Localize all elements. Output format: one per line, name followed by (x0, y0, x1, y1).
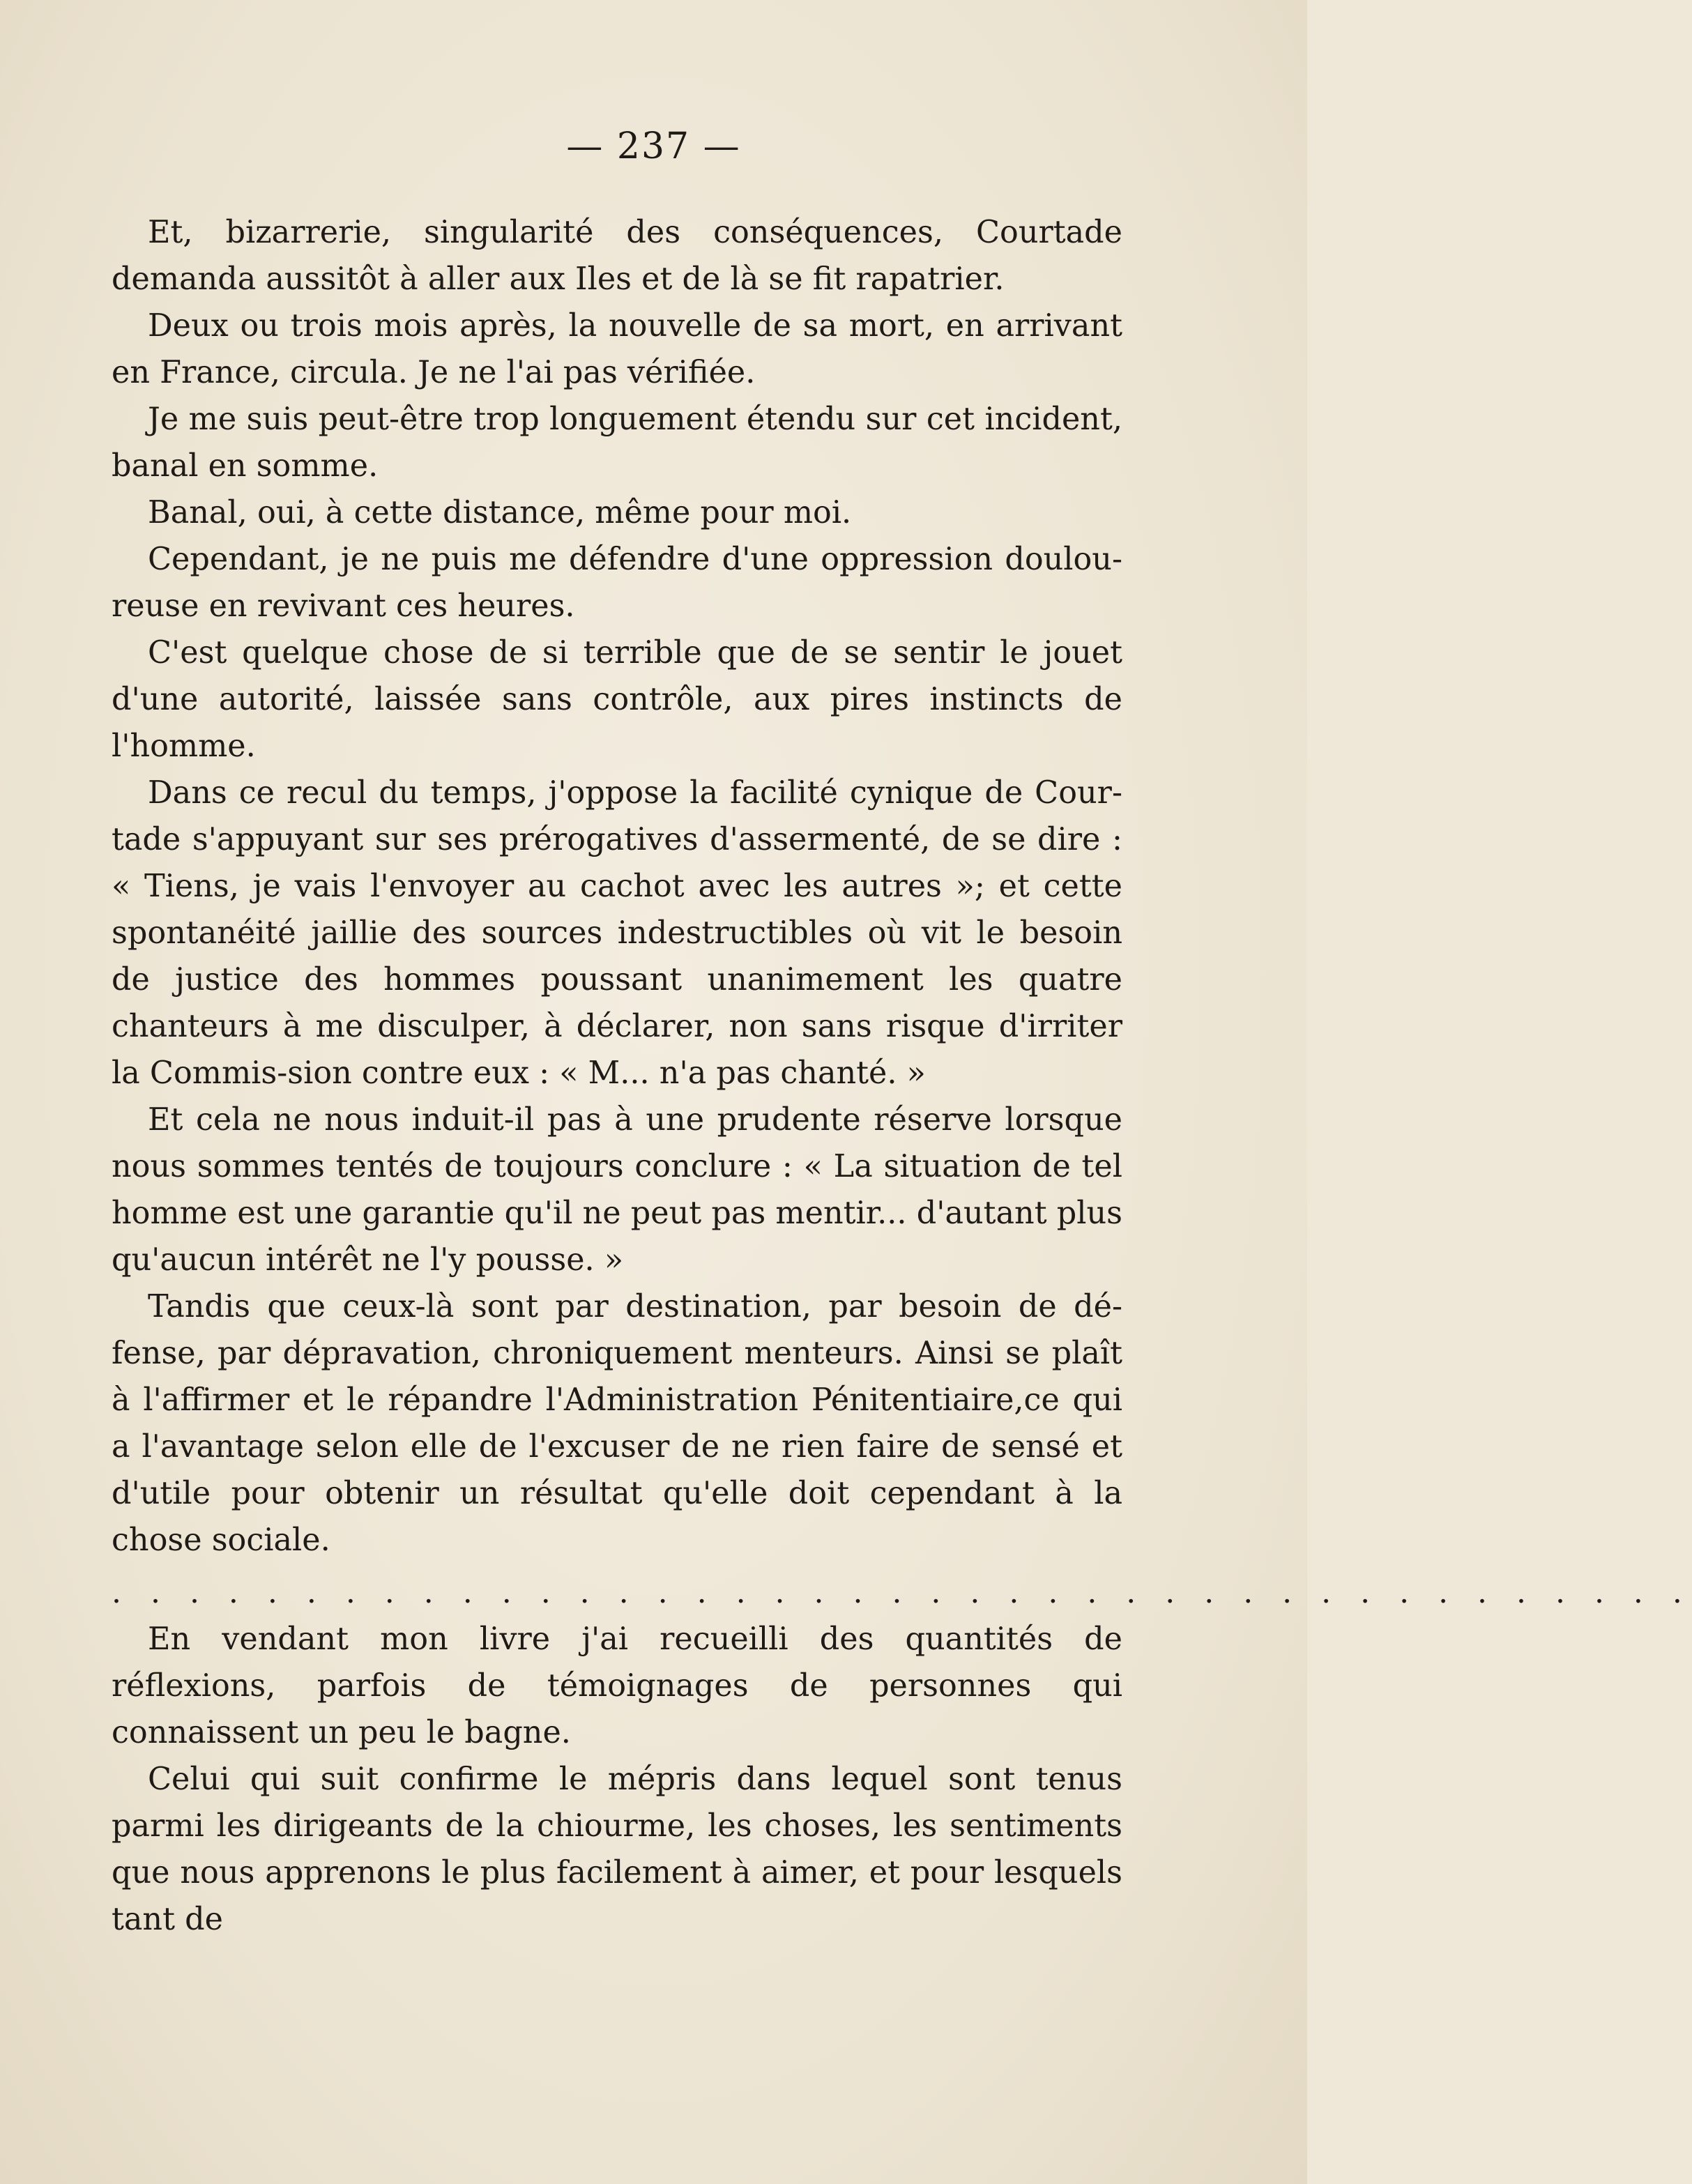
page-body (112, 209, 1692, 1943)
paragraph: Cependant, je ne puis me défendre d'une oppression doulou-reuse en revivant ces heures. (112, 542, 1122, 624)
paragraph: Deux ou trois mois après, la nouvelle de sa mort, en arrivant en France, circula. Je ne l'ai pas vérifiée. (112, 308, 1122, 390)
paragraph: Celui qui suit confirme le mépris dans lequel sont tenus parmi les dirigeants de la chiourme, les choses, les sentiments que nous apprenons le plus facilement à aimer, et pour lesquels tant de (112, 1762, 1122, 1937)
section-separator: . . . . . . . . . . . . . . . . . . . . . . . . . . . . . . . . . . . . . . . . . (112, 1575, 1692, 1610)
paragraph: Et, bizarrerie, singularité des conséquences, Courtade demanda aussitôt à aller aux Iles et de là se fit rapatrier. (112, 215, 1122, 297)
page-number: — 237 — (566, 125, 741, 167)
paragraph: Et cela ne nous induit-il pas à une prudente réserve lorsque nous sommes tentés de toujours conclure : « La situation de tel homme est une garantie qu'il ne peut pas mentir... d'autant plus qu'aucun intérêt ne l'y pousse. » (112, 1102, 1122, 1278)
paragraph: Banal, oui, à cette distance, même pour moi. (148, 495, 852, 530)
paragraph: Dans ce recul du temps, j'oppose la facilité cynique de Cour-tade s'appuyant sur ses prérogatives d'assermenté, de se dire : « Tiens, je vais l'envoyer au cachot avec les autres »; et cette spontanéité jaillie des sources indestructibles où vit le besoin de justice des hommes poussant unanimement les quatre chanteurs à me disculper, à déclarer, non sans risque d'irriter la Commis-sion contre eux : « M... n'a pas chanté. » (112, 775, 1122, 1091)
paragraph: Je me suis peut-être trop longuement étendu sur cet incident, banal en somme. (112, 402, 1122, 484)
paragraph: C'est quelque chose de si terrible que de se sentir le jouet d'une autorité, laissée sans contrôle, aux pires instincts de l'homme. (112, 635, 1122, 764)
paragraph: Tandis que ceux-là sont par destination, par besoin de dé-fense, par dépravation, chroniquement menteurs. Ainsi se plaît à l'affirmer et le répandre l'Administration Pénitentiaire,ce qui a l'avantage selon elle de l'excuser de ne rien faire de sensé et d'utile pour obtenir un résultat qu'elle doit cependant à la chose sociale. (112, 1289, 1122, 1558)
paragraph: En vendant mon livre j'ai recueilli des quantités de réflexions, parfois de témoignages de personnes qui connaissent un peu le bagne. (112, 1621, 1122, 1750)
